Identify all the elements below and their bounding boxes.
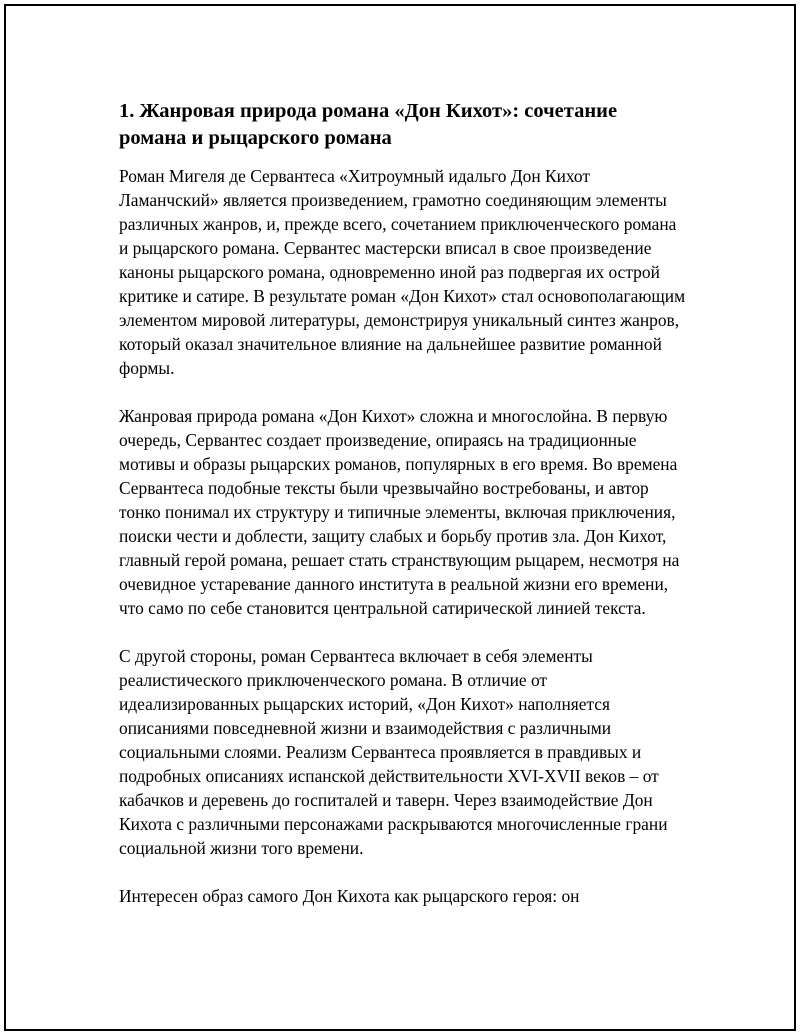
section-heading: 1. Жанровая природа романа «Дон Кихот»: сочетание романа и рыцарского романа [119, 100, 618, 149]
paragraph-3: С другой стороны, роман Сервантеса включает в себя элементы реалистического приключенческого романа. В отличие от идеализированных рыцарских историй, «Дон Кихот» наполняется описаниями повседневной жизни и взаимодействия с различными социальными слоями. Реализм Сервантеса проявляется в правдивых и подробных описаниях испанской действительности XVI-XVII веков – от кабачков и деревень до госпиталей и таверн. Через взаимодействие Дон Кихота с различными персонажами раскрываются многочисленные грани социальной жизни того времени. [119, 646, 668, 858]
paragraph-1: Роман Мигеля де Сервантеса «Хитроумный идальго Дон Кихот Ламанчский» является произведением, грамотно соединяющим элементы различных жанров, и, прежде всего, сочетанием приключенческого романа и рыцарского романа. Сервантес мастерски вписал в свое произведение каноны рыцарского романа, одновременно иной раз подвергая их острой критике и сатире. В результате роман «Дон Кихот» стал основополагающим элементом мировой литературы, демонстрируя уникальный синтез жанров, который оказал значительное влияние на дальнейшее развитие романной формы. [119, 166, 686, 378]
paragraph-4: Интересен образ самого Дон Кихота как рыцарского героя: он [119, 886, 580, 906]
paragraph-2: Жанровая природа романа «Дон Кихот» сложна и многослойна. В первую очередь, Сервантес создает произведение, опираясь на традиционные мотивы и образы рыцарских романов, популярных в его время. Во времена Сервантеса подобные тексты были чрезвычайно востребованы, и автор тонко понимал их структуру и типичные элементы, включая приключения, поиски чести и доблести, защиту слабых и борьбу против зла. Дон Кихот, главный герой романа, решает стать странствующим рыцарем, несмотря на очевидное устаревание данного института в реальной жизни его времени, что само по себе становится центральной сатирической линией текста. [119, 406, 680, 618]
document-page [4, 4, 796, 1031]
document-body [119, 98, 689, 932]
